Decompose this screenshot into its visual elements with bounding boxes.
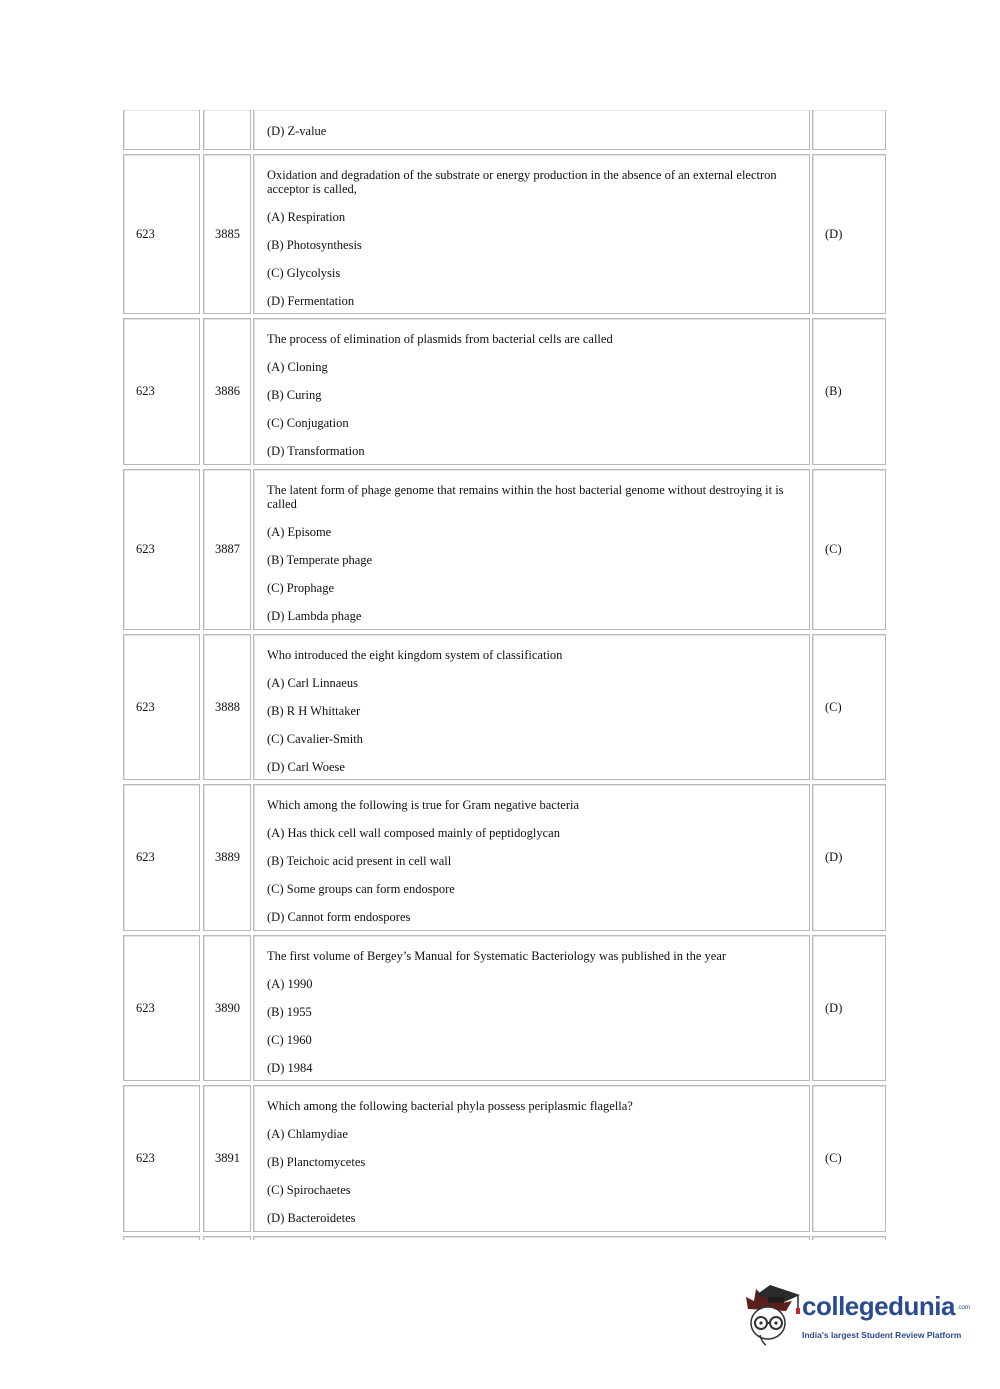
qno-cell xyxy=(203,110,251,150)
option-c: (C) 1960 xyxy=(267,1033,312,1047)
option-d: (D) 1984 xyxy=(267,1061,313,1075)
answer-cell: (C) xyxy=(812,469,886,630)
collegedunia-logo xyxy=(742,1283,972,1355)
code-cell: 623 xyxy=(123,154,200,314)
qno-cell: 3886 xyxy=(203,318,251,465)
table-row-carryover xyxy=(123,110,886,152)
question-cell xyxy=(253,1236,810,1240)
brand-name: collegedunia xyxy=(802,1291,955,1321)
option-d: (D) Transformation xyxy=(267,444,365,458)
option-c: (C) Spirochaetes xyxy=(267,1183,351,1197)
table-row xyxy=(123,632,886,782)
code-cell: 623 xyxy=(123,1085,200,1232)
option-c: (C) Glycolysis xyxy=(267,266,341,280)
option-b: (B) Curing xyxy=(267,388,322,402)
question-text: Which among the following bacterial phyla possess periplasmic flagella? xyxy=(267,1099,633,1113)
option-d: (D) Cannot form endospores xyxy=(267,910,411,924)
option-d: (D) Z-value xyxy=(267,124,327,138)
table-row xyxy=(123,316,886,467)
option-b: (B) Teichoic acid present in cell wall xyxy=(267,854,452,868)
question-cell xyxy=(253,154,810,314)
option-b: (B) Temperate phage xyxy=(267,553,373,567)
question-text: Which among the following is true for Gram negative bacteria xyxy=(267,798,580,812)
answer-cell xyxy=(812,110,886,150)
question-cell xyxy=(253,110,810,150)
option-a: (A) Has thick cell wall composed mainly of peptidoglycan xyxy=(267,826,560,840)
question-cell xyxy=(253,1085,810,1232)
question-text: The first volume of Bergey’s Manual for Systematic Bacteriology was published in the year xyxy=(267,949,727,963)
option-c: (C) Some groups can form endospore xyxy=(267,882,455,896)
option-c: (C) Prophage xyxy=(267,581,334,595)
question-table xyxy=(123,110,886,1240)
code-cell xyxy=(123,1236,200,1240)
question-cell xyxy=(253,318,810,465)
option-d: (D) Fermentation xyxy=(267,294,355,308)
question-text: The latent form of phage genome that remains within the host bacterial genome without destroying it is called xyxy=(267,483,784,511)
brand-suffix: .com xyxy=(957,1305,971,1311)
qno-cell: 3891 xyxy=(203,1085,251,1232)
qno-cell: 3885 xyxy=(203,154,251,314)
answer-cell: (C) xyxy=(812,1085,886,1232)
option-d: (D) Lambda phage xyxy=(267,609,362,623)
table-row xyxy=(123,152,886,316)
table-row xyxy=(123,1083,886,1234)
option-b: (B) Planctomycetes xyxy=(267,1155,366,1169)
question-cell xyxy=(253,784,810,931)
option-d: (D) Carl Woese xyxy=(267,760,345,774)
mascot-icon xyxy=(742,1283,802,1349)
qno-cell xyxy=(203,1236,251,1240)
option-b: (B) Photosynthesis xyxy=(267,238,362,252)
qno-cell: 3887 xyxy=(203,469,251,630)
brand-tagline: India's largest Student Review Platform xyxy=(802,1330,962,1340)
option-a: (A) Episome xyxy=(267,525,332,539)
code-cell: 623 xyxy=(123,634,200,780)
question-cell xyxy=(253,634,810,780)
code-cell: 623 xyxy=(123,469,200,630)
code-cell xyxy=(123,110,200,150)
code-cell: 623 xyxy=(123,935,200,1081)
option-a: (A) Respiration xyxy=(267,210,346,224)
qno-cell: 3888 xyxy=(203,634,251,780)
code-cell: 623 xyxy=(123,784,200,931)
answer-cell: (C) xyxy=(812,634,886,780)
table-row-cutoff xyxy=(123,1234,886,1240)
answer-cell: (D) xyxy=(812,935,886,1081)
table-row xyxy=(123,467,886,632)
option-a: (A) Cloning xyxy=(267,360,328,374)
answer-cell: (D) xyxy=(812,784,886,931)
question-text: Who introduced the eight kingdom system of classification xyxy=(267,648,563,662)
option-a: (A) 1990 xyxy=(267,977,313,991)
option-b: (B) R H Whittaker xyxy=(267,704,361,718)
option-c: (C) Conjugation xyxy=(267,416,349,430)
question-cell xyxy=(253,935,810,1081)
question-text: The process of elimination of plasmids from bacterial cells are called xyxy=(267,332,613,346)
question-cell xyxy=(253,469,810,630)
answer-cell: (D) xyxy=(812,154,886,314)
qno-cell: 3889 xyxy=(203,784,251,931)
option-d: (D) Bacteroidetes xyxy=(267,1211,356,1225)
option-a: (A) Carl Linnaeus xyxy=(267,676,358,690)
question-text: Oxidation and degradation of the substrate or energy production in the absence of an external electron acceptor is called, xyxy=(267,168,777,196)
answer-cell xyxy=(812,1236,886,1240)
code-cell: 623 xyxy=(123,318,200,465)
answer-cell: (B) xyxy=(812,318,886,465)
option-a: (A) Chlamydiae xyxy=(267,1127,348,1141)
option-c: (C) Cavalier-Smith xyxy=(267,732,363,746)
table-row xyxy=(123,933,886,1083)
qno-cell: 3890 xyxy=(203,935,251,1081)
table-row xyxy=(123,782,886,933)
option-b: (B) 1955 xyxy=(267,1005,312,1019)
